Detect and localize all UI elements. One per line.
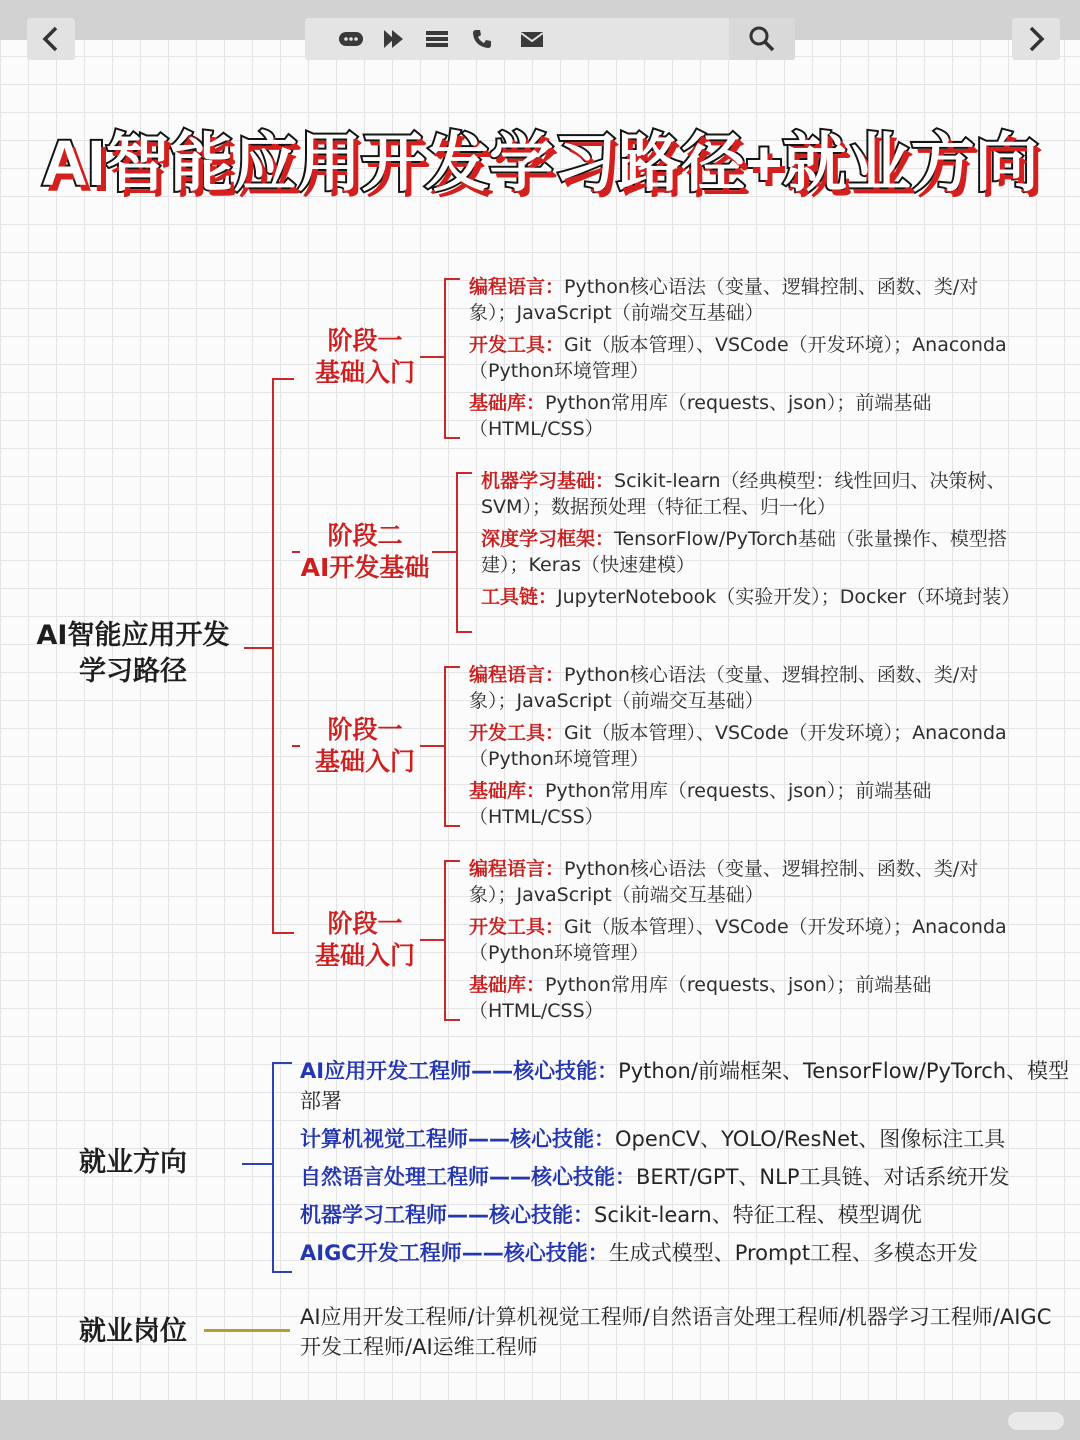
stage-connector [420, 745, 444, 747]
list-item [469, 332, 1009, 384]
item-text: JupyterNotebook（实验开发）；Docker（环境封装） [557, 586, 1021, 608]
stage-1-bracket [444, 278, 460, 439]
career-key: 机器学习工程师——核心技能： [300, 1203, 594, 1227]
list-item [469, 720, 1009, 772]
item-text: Python常用库（requests、json）；前端基础（HTML/CSS） [469, 780, 932, 828]
item-key: 编程语言： [469, 858, 565, 880]
list-item [469, 914, 1009, 966]
career-item [300, 1162, 1070, 1192]
search-icon [748, 25, 776, 53]
list-item [469, 778, 1009, 830]
item-text: TensorFlow/PyTorch基础（张量操作、模型搭建）；Keras（快速建模） [481, 528, 1007, 576]
tree-root-line-2: 学习路径 [79, 656, 187, 687]
back-button[interactable] [27, 18, 75, 60]
positions-text: AI应用开发工程师/计算机视觉工程师/自然语言处理工程师/机器学习工程师/AIGC开发工程师/AI运维工程师 [300, 1305, 1052, 1359]
career-text: 生成式模型、Prompt工程、多模态开发 [608, 1241, 979, 1265]
item-key: 基础库： [469, 974, 546, 996]
stage-2-items [481, 468, 1036, 610]
item-text: Python核心语法（变量、逻辑控制、函数、类/对象）；JavaScript（前端交互基础） [469, 276, 979, 324]
item-key: 开发工具： [469, 334, 565, 356]
search-button[interactable] [729, 18, 795, 60]
item-text: Python核心语法（变量、逻辑控制、函数、类/对象）；JavaScript（前端交互基础） [469, 664, 979, 712]
careers-bracket [272, 1062, 292, 1273]
positions-label: 就业岗位 [79, 1316, 187, 1347]
stage-2-label [290, 520, 440, 584]
item-key: 编程语言： [469, 664, 565, 686]
item-key: 基础库： [469, 780, 546, 802]
mail-icon[interactable] [518, 27, 546, 51]
forward-button[interactable] [1012, 18, 1060, 60]
list-item [469, 390, 1009, 442]
stage-1-items [469, 274, 1009, 442]
career-key: AI应用开发工程师——核心技能： [300, 1059, 619, 1083]
item-text: Git（版本管理）、VSCode（开发环境）；Anaconda（Python环境管理） [469, 334, 1007, 382]
stage-title: 阶段一 [327, 909, 403, 938]
item-key: 开发工具： [469, 916, 565, 938]
list-item [481, 526, 1036, 578]
list-item [469, 274, 1009, 326]
list-item [481, 468, 1036, 520]
career-text: Python/前端框架、TensorFlow/PyTorch、模型部署 [300, 1059, 1070, 1113]
item-key: 机器学习基础： [481, 470, 615, 492]
careers-list [300, 1056, 1070, 1268]
root-bracket [272, 378, 294, 934]
chevron-right-icon [1025, 25, 1047, 53]
stage-3-bracket [444, 666, 460, 827]
career-text: OpenCV、YOLO/ResNet、图像标注工具 [615, 1127, 1006, 1151]
career-text: Scikit-learn、特征工程、模型调优 [594, 1203, 922, 1227]
toolbar [305, 18, 795, 60]
play-forward-icon[interactable] [379, 27, 407, 51]
career-item [300, 1200, 1070, 1230]
careers-label: 就业方向 [79, 1147, 187, 1178]
stage-subtitle: AI开发基础 [300, 553, 430, 582]
item-text: Git（版本管理）、VSCode（开发环境）；Anaconda（Python环境管理） [469, 722, 1007, 770]
tree-root [22, 618, 244, 690]
item-key: 开发工具： [469, 722, 565, 744]
item-key: 编程语言： [469, 276, 565, 298]
item-text: Git（版本管理）、VSCode（开发环境）；Anaconda（Python环境管理） [469, 916, 1007, 964]
page-title: AI智能应用开发学习路径+就业方向 [41, 127, 1039, 199]
career-key: AIGC开发工程师——核心技能： [300, 1241, 609, 1265]
careers-connector [242, 1163, 272, 1165]
career-item [300, 1124, 1070, 1154]
list-icon[interactable] [423, 27, 451, 51]
stage-4-label [290, 908, 440, 972]
stage-title: 阶段一 [327, 326, 403, 355]
phone-icon[interactable] [468, 27, 496, 51]
list-item [469, 856, 1009, 908]
item-text: Python常用库（requests、json）；前端基础（HTML/CSS） [469, 392, 932, 440]
chevron-left-icon [40, 25, 62, 53]
stage-connector [420, 939, 444, 941]
item-key: 深度学习框架： [481, 528, 615, 550]
list-item [481, 584, 1036, 610]
stage-connector [420, 356, 444, 358]
list-item [469, 972, 1009, 1024]
stage-subtitle: 基础入门 [314, 941, 415, 970]
career-item [300, 1238, 1070, 1268]
stage-1-label [290, 325, 440, 389]
item-text: Python常用库（requests、json）；前端基础（HTML/CSS） [469, 974, 932, 1022]
stage-4-items [469, 856, 1009, 1024]
stage-title: 阶段二 [327, 521, 403, 550]
stage-4-bracket [444, 860, 460, 1021]
item-key: 工具链： [481, 586, 558, 608]
stage-2-bracket [456, 472, 472, 633]
stage-subtitle: 基础入门 [314, 358, 415, 387]
watermark-badge [1008, 1412, 1064, 1430]
career-item [300, 1056, 1070, 1116]
root-connector [244, 647, 272, 649]
bottom-bar [0, 1400, 1080, 1440]
stage-connector [432, 551, 456, 553]
career-key: 自然语言处理工程师——核心技能： [300, 1165, 636, 1189]
item-text: Scikit-learn（经典模型：线性回归、决策树、SVM）；数据预处理（特征工程、归一化） [481, 470, 1006, 518]
item-key: 基础库： [469, 392, 546, 414]
positions-connector [204, 1329, 290, 1332]
stage-subtitle: 基础入门 [314, 747, 415, 776]
stage-3-items [469, 662, 1009, 830]
item-text: Python核心语法（变量、逻辑控制、函数、类/对象）；JavaScript（前端交互基础） [469, 858, 979, 906]
stage-3-label [290, 714, 440, 778]
tree-root-line-1: AI智能应用开发 [36, 620, 230, 651]
career-key: 计算机视觉工程师——核心技能： [300, 1127, 615, 1151]
list-item [469, 662, 1009, 714]
chat-icon[interactable] [337, 27, 365, 51]
stage-title: 阶段一 [327, 715, 403, 744]
career-text: BERT/GPT、NLP工具链、对话系统开发 [636, 1165, 1010, 1189]
